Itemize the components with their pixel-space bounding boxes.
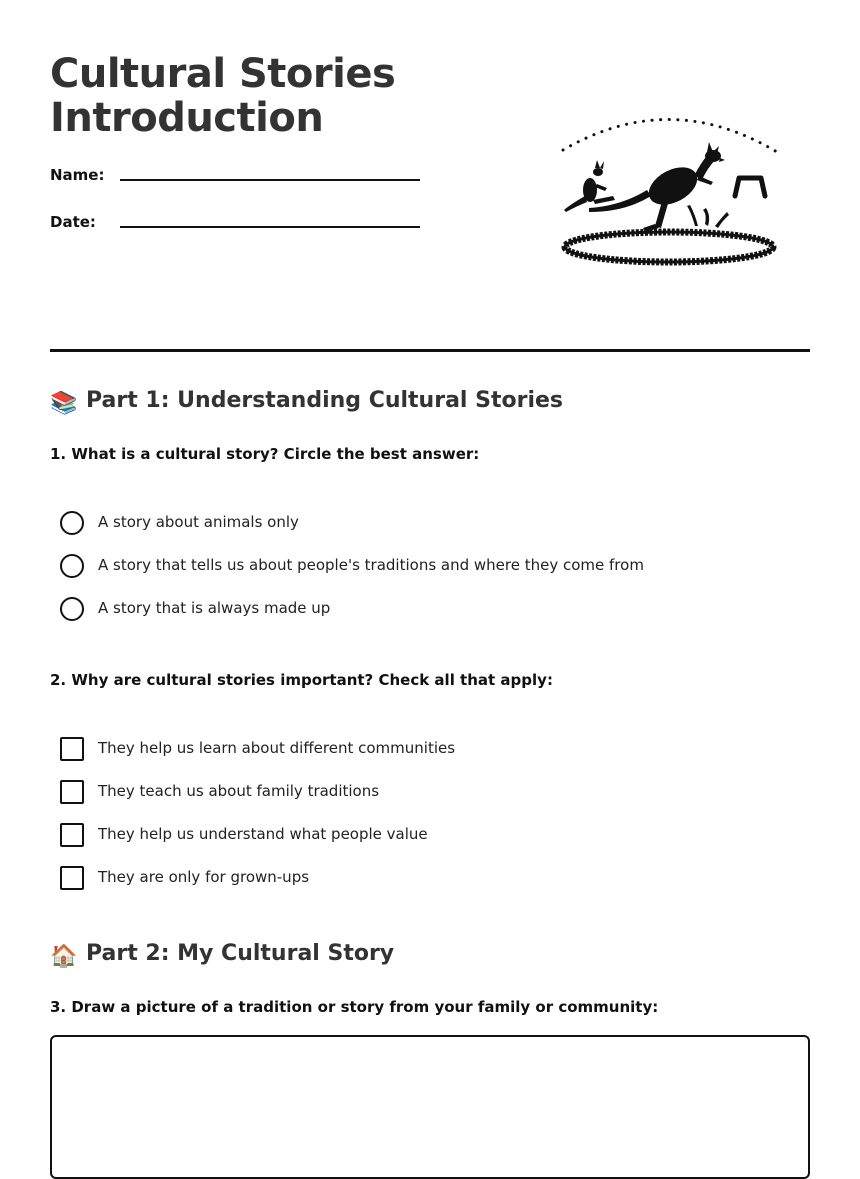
house-icon: 🏠 [50, 944, 78, 969]
radio-circle[interactable] [60, 511, 84, 535]
q2-option-4-label: They are only for grown-ups [98, 868, 310, 886]
checkbox[interactable] [60, 866, 84, 890]
date-field-row [50, 213, 420, 243]
date-label: Date: [50, 213, 96, 231]
q1-option-2[interactable] [60, 554, 760, 578]
q2-option-4[interactable] [60, 866, 760, 890]
q1-option-1-label: A story about animals only [98, 513, 299, 531]
kangaroo-rock-art-icon [555, 108, 785, 273]
radio-circle[interactable] [60, 554, 84, 578]
q2-option-2[interactable] [60, 780, 760, 804]
name-field-row [50, 166, 420, 196]
name-label: Name: [50, 166, 105, 184]
q2-option-3-label: They help us understand what people value [98, 825, 428, 843]
books-icon: 📚 [50, 391, 78, 416]
q1-option-3[interactable] [60, 597, 760, 621]
q2-option-3[interactable] [60, 823, 760, 847]
q1-option-3-label: A story that is always made up [98, 599, 331, 617]
part2-title: Part 2: My Cultural Story [86, 941, 395, 966]
q1-option-2-label: A story that tells us about people's traditions and where they come from [98, 556, 644, 574]
page-title [50, 52, 480, 140]
checkbox[interactable] [60, 823, 84, 847]
part1-title: Part 1: Understanding Cultural Stories [86, 388, 563, 413]
radio-circle[interactable] [60, 597, 84, 621]
q2-option-2-label: They teach us about family traditions [98, 782, 380, 800]
question-3: 3. Draw a picture of a tradition or story from your family or community: [50, 998, 659, 1016]
page-title-line1: Cultural Stories [50, 51, 396, 97]
q1-option-1[interactable] [60, 511, 760, 535]
drawing-box[interactable] [50, 1035, 810, 1179]
q2-option-1-label: They help us learn about different communities [98, 739, 456, 757]
date-field[interactable] [120, 226, 420, 228]
header-divider [50, 349, 810, 352]
name-field[interactable] [120, 179, 420, 181]
checkbox[interactable] [60, 737, 84, 761]
part2-heading [50, 941, 394, 969]
question-2: 2. Why are cultural stories important? Check all that apply: [50, 671, 553, 689]
question-1: 1. What is a cultural story? Circle the best answer: [50, 445, 480, 463]
q2-option-1[interactable] [60, 737, 760, 761]
page-title-line2: Introduction [50, 95, 324, 141]
part1-heading [50, 388, 563, 416]
checkbox[interactable] [60, 780, 84, 804]
